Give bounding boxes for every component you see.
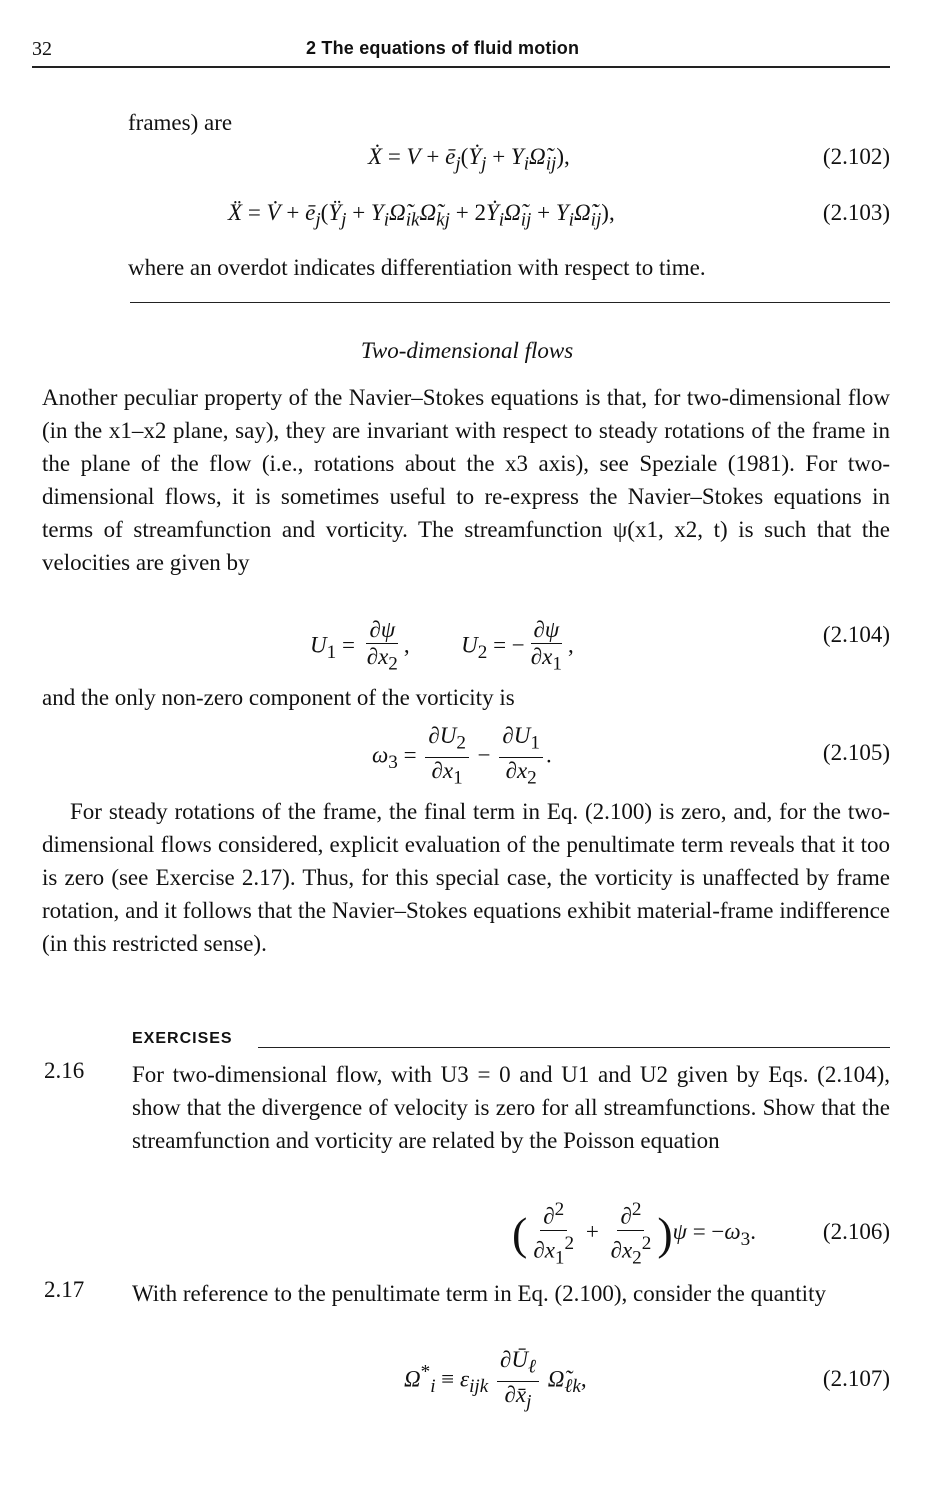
page-number: 32 bbox=[32, 38, 52, 60]
equation-number-2-104: (2.104) bbox=[822, 622, 890, 647]
equation-2-107: $\Omega^*_i \equiv \varepsilon_{ijk}$ $\frac{\partial Ū_\ell}{\partial x̄_j}$ $\Omegã_{\ell k}$, bbox=[404, 1347, 587, 1413]
equation-2-104: $U_1$ = $\frac{\partial\psi}{\partial x_2}$ , $U_2$ = − $\frac{\partial\psi}{\partial x_1}$ , bbox=[310, 617, 574, 675]
equation-number-2-102: (2.102) bbox=[822, 144, 890, 169]
section-paragraph-3: For steady rotations of the frame, the final term in Eq. (2.100) is zero, and, for the two-dimensional flows considered, explicit evaluation of the penultimate term reveals that it too is zero (see Exercise 2.17). Thus, for this special case, the vorticity is unaffected by frame rotation, and it follows that the Navier–Stokes equations exhibit material-frame indifference (in this restricted sense). bbox=[42, 799, 890, 956]
section-divider bbox=[130, 302, 890, 303]
exercises-rule bbox=[258, 1047, 890, 1048]
equation-number-2-105: (2.105) bbox=[822, 740, 890, 765]
equation-number-2-107: (2.107) bbox=[822, 1366, 890, 1391]
section-paragraph-1: Another peculiar property of the Navier–Stokes equations is that, for two-dimensional flow (in the x1–x2 plane, say), they are invariant with respect to steady rotations of the frame in the plane of the flow (i.e., rotations about the x3 axis), see Speziale (1981). For two-dimensional flows, it is sometimes useful to re-express the Navier–Stokes equations in terms of streamfunction and vorticity. The streamfunction ψ(x1, x2, t) is such that the velocities are given by bbox=[42, 385, 890, 575]
equation-2-105: $\omega_3$ = $\frac{\partial U_2}{\partial x_1}$ − $\frac{\partial U_1}{\partial x_2}$ . bbox=[372, 723, 552, 789]
exercise-text: With reference to the penultimate term in Eq. (2.100), consider the quantity bbox=[132, 1281, 826, 1306]
exercise-number: 2.17 bbox=[44, 1277, 85, 1302]
running-title: 2 The equations of fluid motion bbox=[306, 38, 580, 58]
section-paragraph-2: and the only non-zero component of the vorticity is bbox=[42, 685, 515, 710]
equation-2-106: ( $\frac{\partial^2}{\partial x_1^2}$ + $\frac{\partial^2}{\partial x_2^2}$ )$\psi = -\omega_3$. bbox=[512, 1199, 756, 1268]
exercises-heading: EXERCISES bbox=[132, 1030, 233, 1047]
equation-2-103: Ẍ = V̇ + $ē_j(Ÿ_j$ + $Y_i\Omegã_{ik}\Omegã_{kj}$ + $2Ẏ_i\Omegã_{ij}$ + $Y_i\Omegã̇_{ij}$), bbox=[228, 200, 615, 231]
exercise-number: 2.16 bbox=[44, 1058, 85, 1083]
equation-number-2-103: (2.103) bbox=[822, 200, 890, 225]
intro-lead: frames) are bbox=[128, 110, 233, 135]
equation-number-2-106: (2.106) bbox=[822, 1219, 890, 1244]
equation-2-102: Ẋ = $V + ē_j(Ẏ_j$ + $Y_i\Omegã_{ij}$), bbox=[368, 144, 570, 175]
exercise-text: For two-dimensional flow, with U3 = 0 and U1 and U2 given by Eqs. (2.104), show that the divergence of velocity is zero for all streamfunctions. Show that the streamfunction and vorticity are related by the Poisson equation bbox=[132, 1062, 890, 1153]
intro-after-equations: where an overdot indicates differentiation with respect to time. bbox=[128, 255, 706, 280]
section-title: Two-dimensional flows bbox=[360, 338, 574, 363]
header-rule bbox=[32, 66, 890, 68]
